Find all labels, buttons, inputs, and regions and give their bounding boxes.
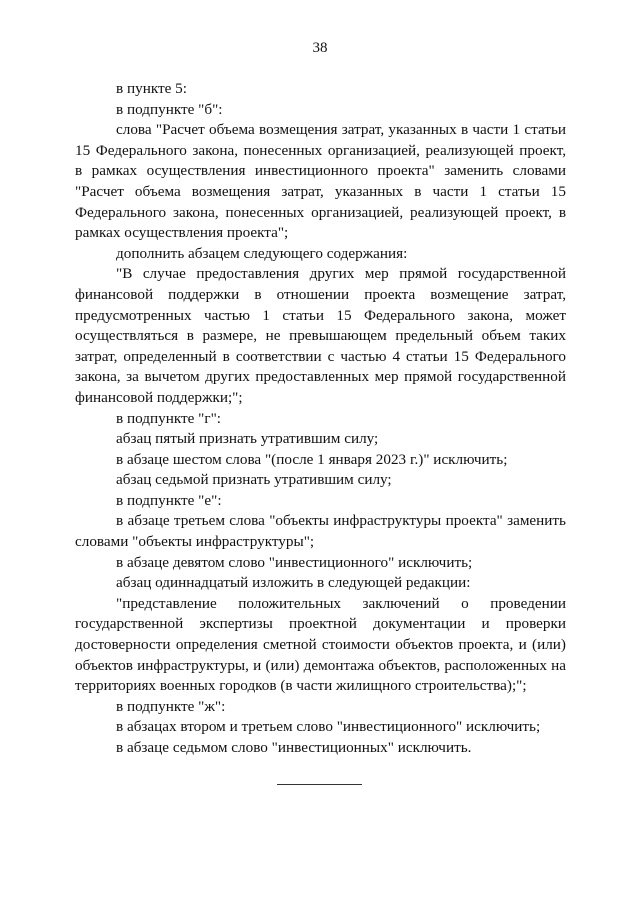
paragraph-quoted-clause: "В случае предоставления других мер прямой государственной финансовой поддержки в отношении проекта возмещение затрат, предусмотренных частью 1 статьи 15 Федерального закона, может осуществляться в размере, не превышающем предельный объем таких затрат, определенный в соответствии с частью 4 статьи 15 Федерального закона, за вычетом других предоставленных мер прямой государственной финансовой поддержки;"; (75, 265, 566, 406)
paragraph-clauses-two-three-exclude: в абзацах втором и третьем слово "инвестиционного" исключить; (116, 718, 541, 736)
document-body (75, 79, 566, 759)
paragraph-quoted-restatement: "представление положительных заключений о проведении государственной экспертизы проектной документации и проверки достоверности определения сметной стоимости объектов проекта, и (или) объектов инфраструктуры, и (или) демонтажа объектов, расположенных на территориях военных городков (в части жилищного строительства);"; (75, 594, 566, 695)
paragraph-item-5: в пункте 5: (116, 80, 187, 97)
paragraph-replace-words: слова "Расчет объема возмещения затрат, указанных в части 1 статьи 15 Федерального закона, понесенных организацией, реализующей проект, в рамках осуществления инвестиционного проекта" заменить словами "Расчет объема возмещения затрат, указанных в части 1 статьи 15 Федерального закона, понесенных организацией, реализующей проект, в рамках осуществления проекта"; (75, 121, 566, 242)
footer-divider (277, 784, 362, 785)
paragraph-add-clause: дополнить абзацем следующего содержания: (116, 244, 408, 262)
paragraph-clause-three-replace: в абзаце третьем слова "объекты инфраструктуры проекта" заменить словами "объекты инфраструктуры"; (75, 512, 566, 551)
paragraph-subitem-e: в подпункте "е": (116, 491, 222, 509)
paragraph-subitem-zh: в подпункте "ж": (116, 697, 226, 715)
paragraph-clause-seven-exclude: в абзаце седьмом слово "инвестиционных" исключить. (116, 739, 472, 756)
page-number: 38 (312, 40, 328, 56)
paragraph-clause-five-void: абзац пятый признать утратившим силу; (116, 430, 379, 448)
paragraph-subitem-b: в подпункте "б": (116, 100, 223, 118)
paragraph-clause-six-exclude: в абзаце шестом слова "(после 1 января 2023 г.)" исключить; (116, 450, 508, 468)
paragraph-clause-seven-void: абзац седьмой признать утратившим силу; (116, 471, 392, 489)
paragraph-clause-eleven-restate: абзац одиннадцатый изложить в следующей редакции: (116, 574, 471, 592)
paragraph-clause-nine-exclude: в абзаце девятом слово "инвестиционного" исключить; (116, 553, 473, 571)
paragraph-subitem-g: в подпункте "г": (116, 409, 222, 427)
